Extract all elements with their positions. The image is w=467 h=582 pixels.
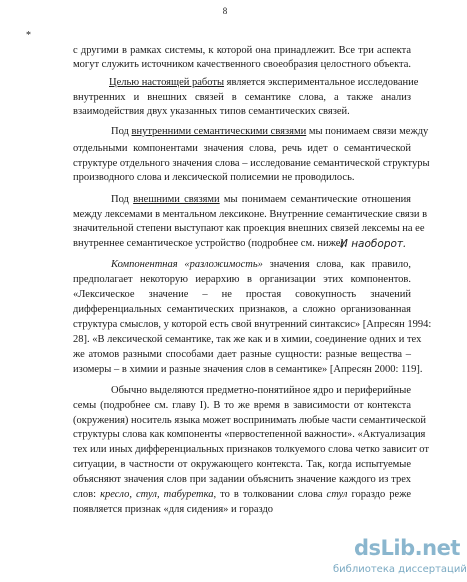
text-run: слов:	[73, 489, 101, 500]
underlined-phrase: внутренними семантическими связями	[131, 126, 307, 137]
text-run: объясняют значения слов при задании объяснить значение каждого из трех	[73, 474, 411, 485]
text-run: Обычно выделяются предметно-понятийное ядро и периферийные	[111, 385, 411, 396]
text-line	[73, 105, 411, 118]
text-line	[73, 458, 411, 471]
text-line	[73, 503, 411, 516]
text-run: отдельными компонентами значения слова, речь идет о семантической	[73, 143, 411, 154]
italic-phrase: кресло, стул, табуретка	[100, 489, 214, 500]
text-run: изомеры – в химии и разные значения слов в семантике» [Апресян 2000: 119].	[73, 364, 423, 375]
text-line	[73, 44, 411, 57]
text-run: (окружения) носитель языка может воспринимать любые части семантической	[73, 415, 426, 426]
text-run: является экспериментальное исследование	[224, 77, 419, 88]
text-line	[111, 258, 411, 271]
text-line	[73, 142, 411, 155]
italic-phrase: Компонентная «разложимость»	[111, 259, 263, 270]
text-line	[111, 125, 429, 138]
watermark	[330, 536, 467, 582]
text-run: могут служить источником качественного своеобразия целостного объекта.	[73, 59, 412, 70]
text-line	[73, 428, 426, 441]
text-line	[73, 318, 432, 331]
text-run: тех или иных дифференциальных признаков толкуемого слова четко зависит от	[73, 444, 429, 455]
text-run: мы понимаем семантические отношения	[219, 194, 412, 205]
text-run: дифференциальных семантических признаков, а сложно организованная	[73, 304, 411, 315]
text-line	[111, 384, 411, 397]
text-run: структуре отдельного значения слова – исследование семантической структуры	[73, 158, 430, 169]
text-line	[111, 193, 411, 206]
text-line	[73, 333, 422, 346]
text-line	[73, 399, 411, 412]
text-run: же атомов разными способами дает разные сущности: разные вещества –	[73, 349, 411, 360]
text-run: 28]. «В лексической семантике, так же как и в химии, соединение одних и тех	[73, 334, 422, 345]
text-line	[73, 208, 428, 221]
text-run: «Лексическое значение – не простая совокупность значений	[73, 289, 411, 300]
text-run: , то в толковании слова	[213, 489, 327, 500]
text-run: предполагает некоторую иерархию в организации этих компонентов.	[73, 274, 411, 285]
text-line	[73, 273, 411, 286]
text-line	[73, 348, 411, 361]
text-line	[73, 363, 423, 376]
text-run: структуры слова как компоненты «первостепенной важности». «Актуализация	[73, 429, 426, 440]
text-line	[73, 288, 411, 301]
text-run: появляется признак «для сидения» и гораздо	[73, 504, 274, 515]
text-line	[73, 303, 411, 316]
watermark-logo: dsLib.net	[354, 536, 460, 560]
text-run: между лексемами в ментальном лексиконе. Внутренние семантические связи в	[73, 209, 428, 220]
underlined-phrase: внешними связями	[133, 194, 220, 205]
text-line	[73, 157, 430, 170]
underlined-phrase: Целью настоящей работы	[109, 77, 225, 88]
text-run: с другими в рамках системы, к которой она принадлежит. Все три аспекта	[73, 45, 411, 56]
text-line	[73, 414, 426, 427]
text-line	[73, 473, 411, 486]
margin-mark: *	[26, 30, 31, 41]
text-line	[73, 443, 429, 456]
text-line	[109, 76, 419, 89]
text-line	[73, 171, 411, 184]
text-line	[73, 91, 411, 104]
text-run: значительной степени выступают как проекция внешних связей лексемы на ее	[73, 223, 425, 234]
text-run: взаимодействия двух указанных типов семантических связей.	[73, 106, 350, 117]
italic-phrase: стул	[326, 489, 348, 500]
text-run: Под	[111, 194, 134, 205]
handwritten-note: И наоборот.	[340, 238, 407, 250]
text-line	[73, 222, 425, 235]
text-run: гораздо реже	[347, 489, 411, 500]
text-run: производного слова и лексической полисемии не проводилось.	[73, 172, 355, 183]
text-run: значения слова, как правило,	[262, 259, 411, 270]
watermark-subtitle: библиотека диссертаций	[333, 564, 467, 575]
text-run: ситуации, в частности от окружающего контекста. Так, когда испытуемые	[73, 459, 411, 470]
text-run: семы (подробнее см. главу I). В то же время в зависимости от контекста	[73, 400, 411, 411]
text-run: Под	[111, 126, 132, 137]
text-line	[73, 58, 411, 71]
text-run: внутреннее семантическое устройство (подробнее см. ниже).	[73, 238, 347, 249]
page-number: 8	[222, 6, 228, 16]
text-line	[73, 488, 411, 501]
text-run: мы понимаем связи между	[306, 126, 429, 137]
text-run: внутренних и внешних связей в семантике слова, а также анализ	[73, 92, 411, 103]
text-run: структура смыслов, у которой есть свой внутренний синтаксис» [Апресян 1994:	[73, 319, 432, 330]
